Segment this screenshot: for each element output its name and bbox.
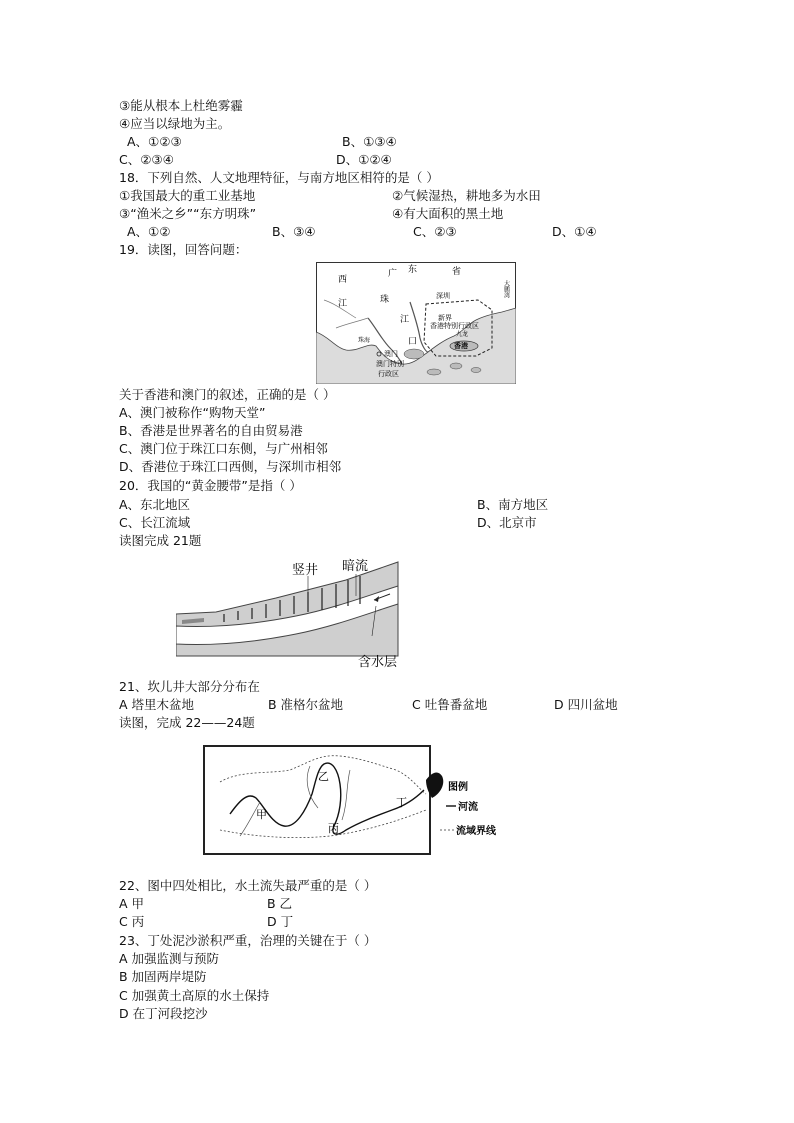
q18-option-c: C、②③ <box>413 224 457 239</box>
q18-statement-3: ③“渔米之乡”“东方明珠” <box>119 206 257 221</box>
map-label-macau-region-1: 澳门特别 <box>376 360 404 368</box>
q17-statement-3: ③能从根本上杜绝雾霾 <box>119 98 243 113</box>
q21-stem: 21、坎儿井大部分分布在 <box>119 679 260 694</box>
q21-intro: 读图完成 21题 <box>119 533 202 548</box>
island-3 <box>427 369 441 375</box>
yellow-river-basin-map-svg <box>200 740 518 858</box>
q17-option-b: B、①③④ <box>342 134 397 149</box>
q22-option-b: B 乙 <box>267 896 293 911</box>
label-shaft: 竖井 <box>292 563 319 578</box>
label-channel: 暗流 <box>342 559 369 574</box>
q19-option-c: C、澳门位于珠江口东侧，与广州相邻 <box>119 441 328 456</box>
label-bing: 丙 <box>328 822 339 835</box>
map-label-xinjie: 新界 <box>438 314 452 322</box>
map-label-jiang: 江 <box>338 299 348 309</box>
q18-option-b: B、③④ <box>272 224 316 239</box>
q17-statement-4: ④应当以绿地为主。 <box>119 116 231 131</box>
map-label-jiang2: 江 <box>400 315 410 325</box>
legend-title: 图例 <box>448 782 468 793</box>
q19-option-b: B、香港是世界著名的自由贸易港 <box>119 423 303 438</box>
q23-option-d: D 在丁河段挖沙 <box>119 1006 208 1021</box>
q17-option-c: C、②③④ <box>119 152 174 167</box>
map-label-xi: 西 <box>338 275 348 285</box>
q17-option-a: A、①②③ <box>127 134 182 149</box>
map-label-dapeng: 大鹏湾 <box>502 280 510 298</box>
map-label-zhu: 珠 <box>380 295 390 305</box>
q18-option-d: D、①④ <box>552 224 597 239</box>
q18-stem: 18．下列自然、人文地理特征，与南方地区相符的是（ ） <box>119 170 439 185</box>
karez-diagram-svg <box>176 556 408 672</box>
label-ding: 丁 <box>396 796 407 809</box>
label-jia: 甲 <box>256 808 267 821</box>
q18-statement-4: ④有大面积的黑土地 <box>392 206 504 221</box>
q23-option-b: B 加固两岸堤防 <box>119 969 207 984</box>
q22-option-c: C 丙 <box>119 914 145 929</box>
pearl-river-delta-map-svg <box>316 262 516 384</box>
map-label-zhuhai: 珠海 <box>358 337 371 344</box>
q23-option-c: C 加强黄土高原的水土保持 <box>119 988 270 1003</box>
map-label-kou: 口 <box>408 337 418 347</box>
map-label-hk: 香港 <box>454 342 468 350</box>
q20-option-d: D、北京市 <box>477 515 537 530</box>
q18-option-a: A、①② <box>127 224 171 239</box>
map-label-sheng: 省 <box>452 267 462 277</box>
q19-question: 关于香港和澳门的叙述，正确的是（ ） <box>119 387 336 402</box>
lantau-island <box>404 349 424 359</box>
map-label-shenzhen: 深圳 <box>436 292 450 300</box>
q19-option-a: A、澳门被称作“购物天堂” <box>119 405 266 420</box>
island-1 <box>450 363 462 369</box>
yellow-river-basin-map <box>200 740 518 858</box>
label-aquifer: 含水层 <box>358 655 398 670</box>
q21-option-b: B 准格尔盆地 <box>268 697 344 712</box>
q18-statement-2: ②气候湿热，耕地多为水田 <box>392 188 541 203</box>
q22-option-a: A 甲 <box>119 896 145 911</box>
q21-option-c: C 吐鲁番盆地 <box>412 697 488 712</box>
q18-statement-1: ①我国最大的重工业基地 <box>119 188 256 203</box>
q19-option-d: D、香港位于珠江口西侧，与深圳市相邻 <box>119 459 342 474</box>
q22-option-d: D 丁 <box>267 914 294 929</box>
q20-option-b: B、南方地区 <box>477 497 549 512</box>
q20-option-a: A、东北地区 <box>119 497 191 512</box>
map-label-guang: 广 <box>388 269 398 279</box>
map-label-macau-region-2: 行政区 <box>378 370 399 378</box>
q21-option-a: A 塔里木盆地 <box>119 697 195 712</box>
map-label-dong: 东 <box>408 265 418 275</box>
q17-option-d: D、①②④ <box>336 152 392 167</box>
q21-option-d: D 四川盆地 <box>554 697 618 712</box>
legend-river: 河流 <box>458 802 478 813</box>
q20-stem: 20．我国的“黄金腰带”是指（ ） <box>119 478 302 493</box>
q22-intro: 读图，完成 22——24题 <box>119 715 255 730</box>
map-label-macau: 澳门 <box>384 350 398 358</box>
map-label-hk-region: 香港特别行政区 <box>430 322 479 330</box>
q20-option-c: C、长江流域 <box>119 515 191 530</box>
q23-stem: 23、丁处泥沙淤积严重，治理的关键在于（ ） <box>119 933 377 948</box>
label-yi: 乙 <box>318 770 329 783</box>
q19-stem: 19．读图，回答问题： <box>119 242 248 257</box>
q23-option-a: A 加强监测与预防 <box>119 951 220 966</box>
legend-boundary: 流域界线 <box>456 826 496 837</box>
karez-diagram <box>176 556 408 672</box>
map-label-kowloon: 九龙 <box>456 331 469 338</box>
q22-stem: 22、图中四处相比，水土流失最严重的是（ ） <box>119 878 377 893</box>
island-2 <box>471 368 481 373</box>
pearl-river-delta-map <box>316 262 516 384</box>
